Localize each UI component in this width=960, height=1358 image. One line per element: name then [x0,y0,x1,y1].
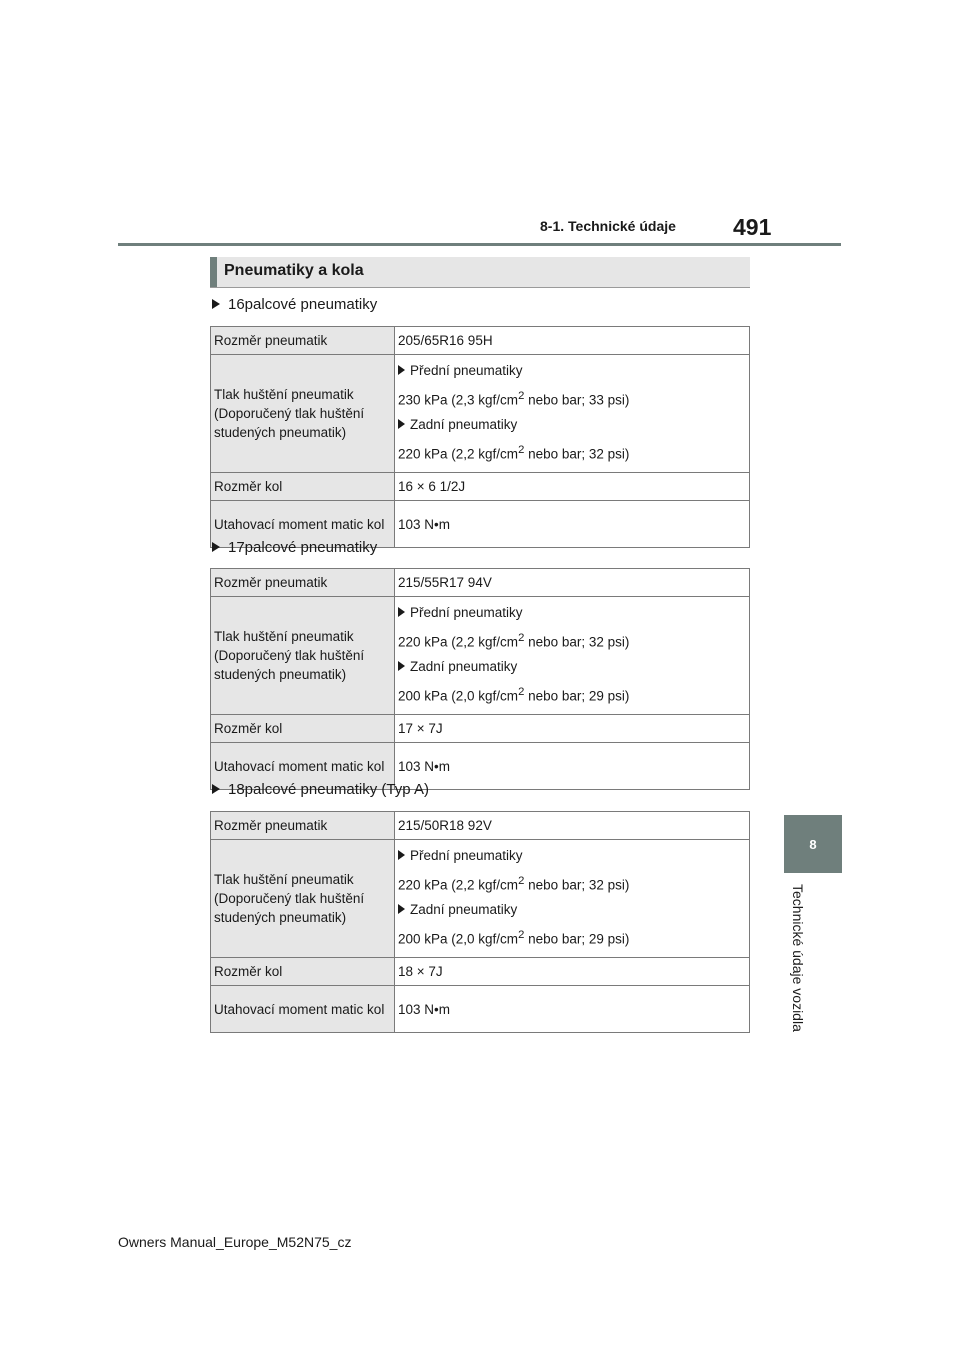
table-row [211,986,750,1033]
torque-label: Utahovací moment matic kol [211,501,395,548]
wheel-value: 17 × 7J [395,715,750,743]
wheel-value: 18 × 7J [395,958,750,986]
tire-spec-table-17 [210,568,750,790]
header-section-title: 8-1. Technické údaje [540,218,676,234]
section-title-bar [210,257,217,287]
tire-spec-table-18 [210,811,750,1033]
front-pressure: 220 kPa (2,2 kgf/$cm^2$ nebo bar; 32 psi) [398,632,630,650]
table-row [211,597,750,715]
size-label: Rozměr pneumatik [211,327,395,355]
section-title: Pneumatiky a kola [224,262,364,279]
size-value: 215/50R18 92V [395,812,750,840]
triangle-bullet-icon [398,607,405,617]
section-title-box [210,257,750,288]
rear-pressure: 200 kPa (2,0 kgf/$cm^2$ nebo bar; 29 psi) [398,928,630,946]
front-tires: Přední pneumatiky [398,846,745,865]
triangle-bullet-icon [212,784,220,794]
table-heading-18: 18palcové pneumatiky (Typ A) [212,781,429,798]
wheel-label: Rozměr kol [211,473,395,501]
rear-tires: Zadní pneumatiky [398,415,745,434]
chapter-side-label: Technické údaje vozidla [790,884,806,1032]
triangle-bullet-icon [398,419,405,429]
size-label: Rozměr pneumatik [211,569,395,597]
triangle-bullet-icon [398,365,405,375]
table-row [211,840,750,958]
rear-pressure: 200 kPa (2,0 kgf/$cm^2$ nebo bar; 29 psi) [398,685,630,703]
pressure-label: Tlak huštění pneumatik (Doporučený tlak huštění studených pneumatik) [211,597,395,715]
triangle-bullet-icon [212,542,220,552]
front-pressure: 230 kPa (2,3 kgf/$cm^2$ nebo bar; 33 psi) [398,390,630,408]
table-row [211,473,750,501]
triangle-bullet-icon [398,850,405,860]
tire-spec-table-16 [210,326,750,548]
wheel-label: Rozměr kol [211,958,395,986]
table-row [211,958,750,986]
wheel-value: 16 × 6 1/2J [395,473,750,501]
pressure-label: Tlak huštění pneumatik (Doporučený tlak huštění studených pneumatik) [211,840,395,958]
table-row [211,569,750,597]
pressure-label: Tlak huštění pneumatik (Doporučený tlak huštění studených pneumatik) [211,355,395,473]
torque-label: Utahovací moment matic kol [211,743,395,790]
rear-tires: Zadní pneumatiky [398,657,745,676]
torque-value: 103 N•m [395,986,750,1033]
front-tires: Přední pneumatiky [398,361,745,380]
triangle-bullet-icon [398,904,405,914]
triangle-bullet-icon [212,299,220,309]
pressure-value [395,355,750,473]
chapter-number: 8 [809,836,817,852]
torque-value: 103 N•m [395,501,750,548]
front-pressure: 220 kPa (2,2 kgf/$cm^2$ nebo bar; 32 psi) [398,875,630,893]
front-tires: Přední pneumatiky [398,603,745,622]
triangle-bullet-icon [398,661,405,671]
table-row [211,327,750,355]
size-value: 215/55R17 94V [395,569,750,597]
table-heading-17: 17palcové pneumatiky [212,539,377,556]
header-rule [118,243,841,246]
wheel-label: Rozměr kol [211,715,395,743]
table-heading-16: 16palcové pneumatiky [212,296,377,313]
torque-value: 103 N•m [395,743,750,790]
chapter-tab[interactable] [784,815,842,873]
pressure-value [395,840,750,958]
table-row [211,715,750,743]
table-row [211,355,750,473]
size-label: Rozměr pneumatik [211,812,395,840]
pressure-value [395,597,750,715]
rear-pressure: 220 kPa (2,2 kgf/$cm^2$ nebo bar; 32 psi) [398,443,630,461]
page-number: 491 [733,214,772,240]
rear-tires: Zadní pneumatiky [398,900,745,919]
size-value: 205/65R16 95H [395,327,750,355]
table-row [211,812,750,840]
footer-document-id: Owners Manual_Europe_M52N75_cz [118,1234,352,1250]
torque-label: Utahovací moment matic kol [211,986,395,1033]
